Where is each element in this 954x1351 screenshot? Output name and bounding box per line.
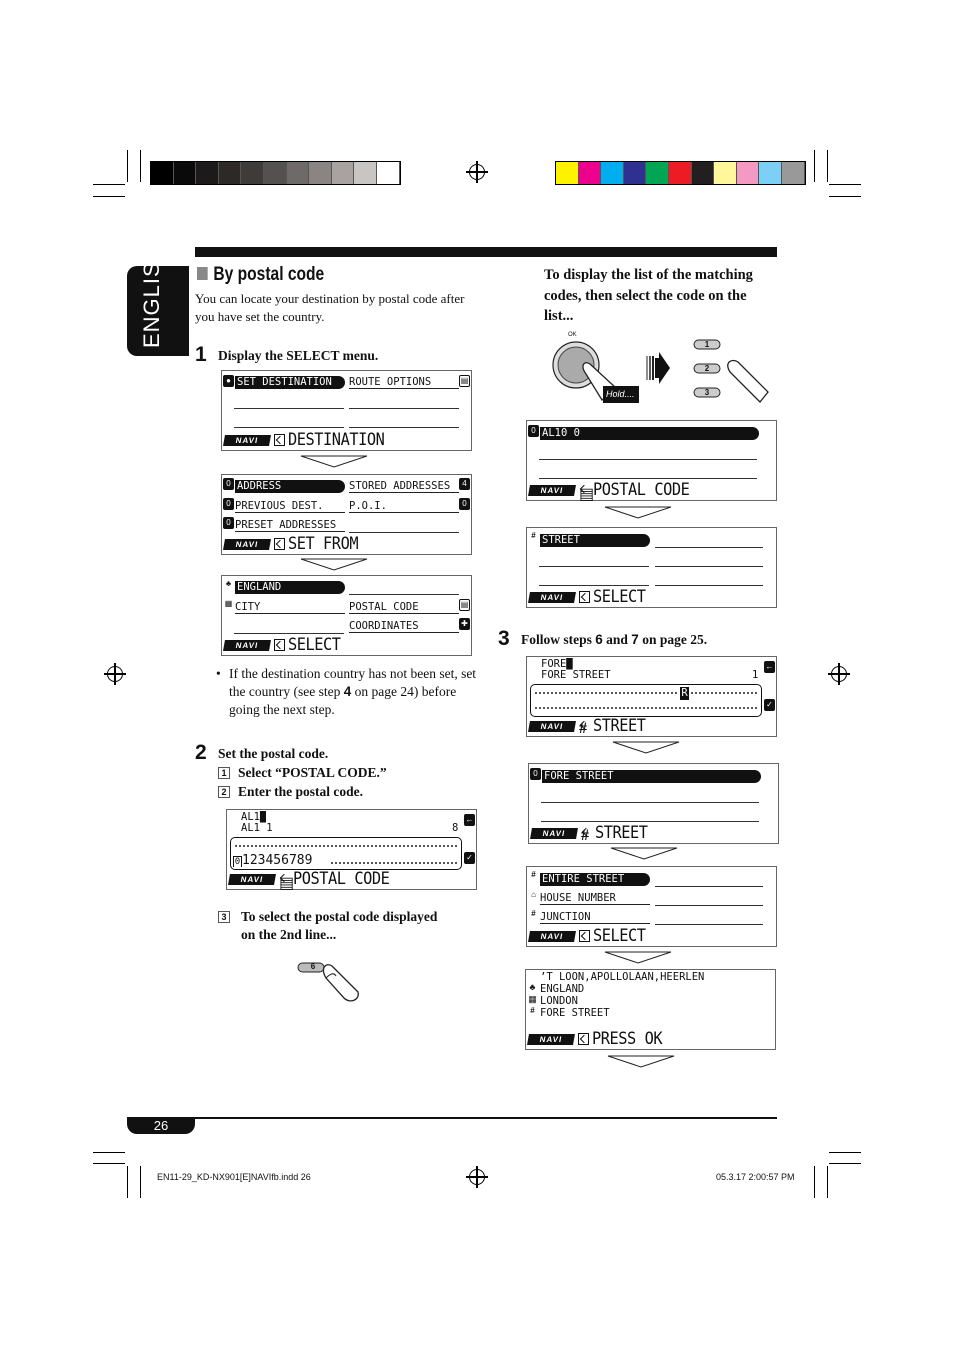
registration-mark-icon [469,164,485,180]
menu-entire-street: ENTIRE STREET [540,873,650,886]
screen-title: STREET [593,716,646,736]
crop-mark [827,150,828,182]
country-icon: ♣ [223,579,234,591]
digit-icon: 0 [528,425,539,437]
screen-title: SET FROM [288,534,359,554]
step-number: 2 [195,741,207,764]
button-label: 6 [310,962,316,971]
registration-mark-icon [107,666,123,682]
menu-arrow-icon [274,434,285,446]
entry-line-2: FORE STREET [541,669,611,681]
postal-icon: ▤ [460,600,469,609]
navi-label: NAVI [228,874,276,885]
street-icon: # [581,827,592,839]
lcd-screen-press-ok [525,969,776,1050]
substep-text: Select “POSTAL CODE.” [238,765,387,780]
menu-route-options: ROUTE OPTIONS [349,376,459,389]
color-swatch [601,162,624,184]
screen-title: SELECT [593,926,646,946]
street-icon: # [528,870,539,882]
character-entry-field [230,837,462,870]
coordinates-icon: ✚ [459,618,470,630]
navi-label: NAVI [528,485,576,496]
ok-label: OK [568,332,577,338]
color-swatch [759,162,782,184]
bottom-rule [127,1117,777,1119]
registration-mark-icon [469,1169,485,1185]
hold-label: Hold.... [606,389,635,399]
junction-icon: # [528,909,539,921]
country-icon: ♣ [527,982,538,994]
color-swatch [196,162,219,184]
navi-label: NAVI [223,539,271,550]
crop-mark [814,1166,815,1198]
back-icon: ← [765,662,774,671]
postal-icon: ▤ [279,875,295,892]
entered-code: 0 123456789 [233,854,315,867]
color-swatch [737,162,760,184]
street-icon: # [579,720,590,732]
note-text-end: on page 24) before going the next step. [229,684,457,717]
color-swatch [556,162,579,184]
lcd-screen-select [221,575,472,656]
menu-previous-dest: PREVIOUS DEST. [235,500,345,513]
crop-mark [814,150,815,182]
match-count: 8 [452,822,459,834]
result-city: LONDON [540,995,578,1007]
crop-mark [140,150,141,182]
crop-mark [93,184,125,185]
step-number: 3 [498,627,510,650]
city-icon: ▦ [528,994,537,1004]
route-icon: ▤ [460,376,469,385]
color-swatch [309,162,332,184]
section-heading: By postal code [197,264,324,286]
crop-mark [829,1163,861,1164]
street-icon: # [527,1006,538,1018]
substep [218,908,448,944]
ok-knob-icon [550,338,650,404]
color-swatch [692,162,715,184]
list-item: AL10 0 [540,427,759,440]
result-postal: ’T LOON,APOLLOLAAN,HEERLEN [540,971,705,983]
menu-arrow-icon [274,538,285,550]
cursor-character: R [679,687,690,700]
menu-arrow-icon [578,1033,589,1045]
menu-junction: JUNCTION [540,911,650,924]
color-swatch [669,162,692,184]
confirm-icon: ✓ [464,852,475,864]
screen-title: PRESS OK [592,1029,663,1049]
menu-country: ENGLAND [235,581,345,594]
button-label: 1 [704,340,710,349]
color-swatch [332,162,355,184]
crop-mark [140,1166,141,1198]
list-item: FORE STREET [542,770,761,783]
menu-coordinates: COORDINATES [349,620,459,633]
menu-address: ADDRESS [235,480,345,493]
lcd-screen-destination [221,370,472,451]
menu-preset-addresses: PRESET ADDRESSES [235,519,345,532]
screen-title: SELECT [593,587,646,607]
substep [218,783,363,801]
gray-color-bar [150,161,401,185]
result-country: ENGLAND [540,983,585,995]
substep-number: 2 [218,786,230,798]
button-label: 2 [704,364,710,373]
menu-city: CITY [235,601,345,614]
entry-line-2: AL1 1 [241,822,273,834]
digit-icon: 0 [530,768,541,780]
step-text: Display the SELECT menu. [218,348,379,363]
crop-mark [93,1163,125,1164]
substep-text: To select the postal code displayed on the 2nd line... [241,909,438,942]
button-label: 3 [704,388,710,397]
color-swatch [174,162,197,184]
lcd-screen-street-select [526,527,777,608]
color-swatch [241,162,264,184]
crop-mark [829,184,861,185]
substep-text: Enter the postal code. [238,784,363,799]
screen-title: SELECT [288,635,341,655]
menu-arrow-icon [579,930,590,942]
crop-mark [127,150,128,182]
down-arrow-icon [607,1055,675,1067]
step-text: Set the postal code. [218,746,329,761]
substep-number: 1 [218,767,230,779]
color-swatch [377,162,400,184]
note-text: If the destination country has not been set, set the country (see step [229,666,477,699]
footer-filename: EN11-29_KD-NX901[E]NAVIfb.indd 26 [157,1172,311,1182]
street-icon: # [528,531,539,543]
menu-house-number: HOUSE NUMBER [540,892,650,905]
screen-title: POSTAL CODE [293,869,390,889]
crop-mark [829,1152,861,1153]
menu-set-destination: SET DESTINATION [235,376,345,389]
color-swatch [579,162,602,184]
digit-icon: 0 [223,498,234,510]
entry-line-1: FORE█ [541,658,573,670]
substep-number: 3 [218,911,230,923]
menu-arrow-icon [579,591,590,603]
lcd-screen-postal-entry [226,809,477,890]
down-arrow-icon [604,951,672,963]
color-swatch [646,162,669,184]
color-swatch [287,162,310,184]
crop-mark [829,196,861,197]
screen-title: DESTINATION [288,430,385,450]
navi-label: NAVI [527,1034,575,1045]
result-street: FORE STREET [540,1007,610,1019]
lcd-screen-postal-list [526,420,777,501]
menu-street: STREET [540,534,650,547]
substep [218,764,387,782]
screen-title: POSTAL CODE [593,480,690,500]
crop-mark [127,1166,128,1198]
note-step: 4 [343,684,352,699]
navi-label: NAVI [528,592,576,603]
character-entry-field [530,684,762,717]
digit-icon: 0 [223,517,234,529]
navi-label: NAVI [528,931,576,942]
language-label: ENGLISH [139,244,164,348]
menu-postal-code: POSTAL CODE [349,601,459,614]
menu-poi: P.O.I. [349,500,459,513]
navi-label: NAVI [528,721,576,732]
lcd-screen-set-from [221,474,472,555]
registration-mark-icon [831,666,847,682]
house-icon: ⌂ [528,890,539,902]
top-rule [195,247,777,257]
crop-mark [93,1152,125,1153]
color-swatch [624,162,647,184]
down-arrow-icon [604,506,672,518]
city-icon: ▦ [223,599,234,611]
color-swatch [782,162,805,184]
color-swatch [264,162,287,184]
destination-icon: ● [223,375,234,387]
color-swatch [354,162,377,184]
color-swatch [714,162,737,184]
digit-icon: 0 [459,498,470,510]
digit-icon: 4 [459,478,470,490]
crop-mark [827,1166,828,1198]
digit-icon: 0 [223,478,234,490]
confirm-icon: ✓ [764,699,775,711]
color-bar [555,161,806,185]
note: • If the destination country has not been set, set the country (see step 4 on page 24) before going the next step. [216,666,477,717]
intro-text: You can locate your destination by postal code after you have set the country. [195,291,465,324]
lcd-screen-street-list [528,763,779,844]
page-number: 26 [127,1118,195,1134]
lcd-screen-street-entry [526,656,777,737]
match-count: 1 [752,669,759,681]
right-arrow-icon [645,350,671,386]
down-arrow-icon [300,455,368,467]
footer-timestamp: 05.3.17 2:00:57 PM [716,1172,795,1182]
navi-label: NAVI [223,640,271,651]
back-icon: ← [465,815,474,824]
postal-icon: ▤ [579,486,595,503]
color-swatch [219,162,242,184]
navi-label: NAVI [530,828,578,839]
down-arrow-icon [610,847,678,859]
screen-title: STREET [595,823,648,843]
menu-stored-addresses: STORED ADDRESSES [349,480,459,493]
menu-arrow-icon [274,639,285,651]
lcd-screen-select-street-options [526,866,777,947]
navi-label: NAVI [223,435,271,446]
step-text: Follow steps 6 and 7 on page 25. [521,632,708,647]
entry-line-1: AL1█ [241,811,267,823]
step-number: 1 [195,343,207,366]
right-intro: To display the list of the matching codes, then select the code on the list... [544,267,753,324]
down-arrow-icon [300,558,368,570]
down-arrow-icon [612,741,680,753]
color-swatch [151,162,174,184]
language-tab [127,244,189,356]
crop-mark [93,196,125,197]
